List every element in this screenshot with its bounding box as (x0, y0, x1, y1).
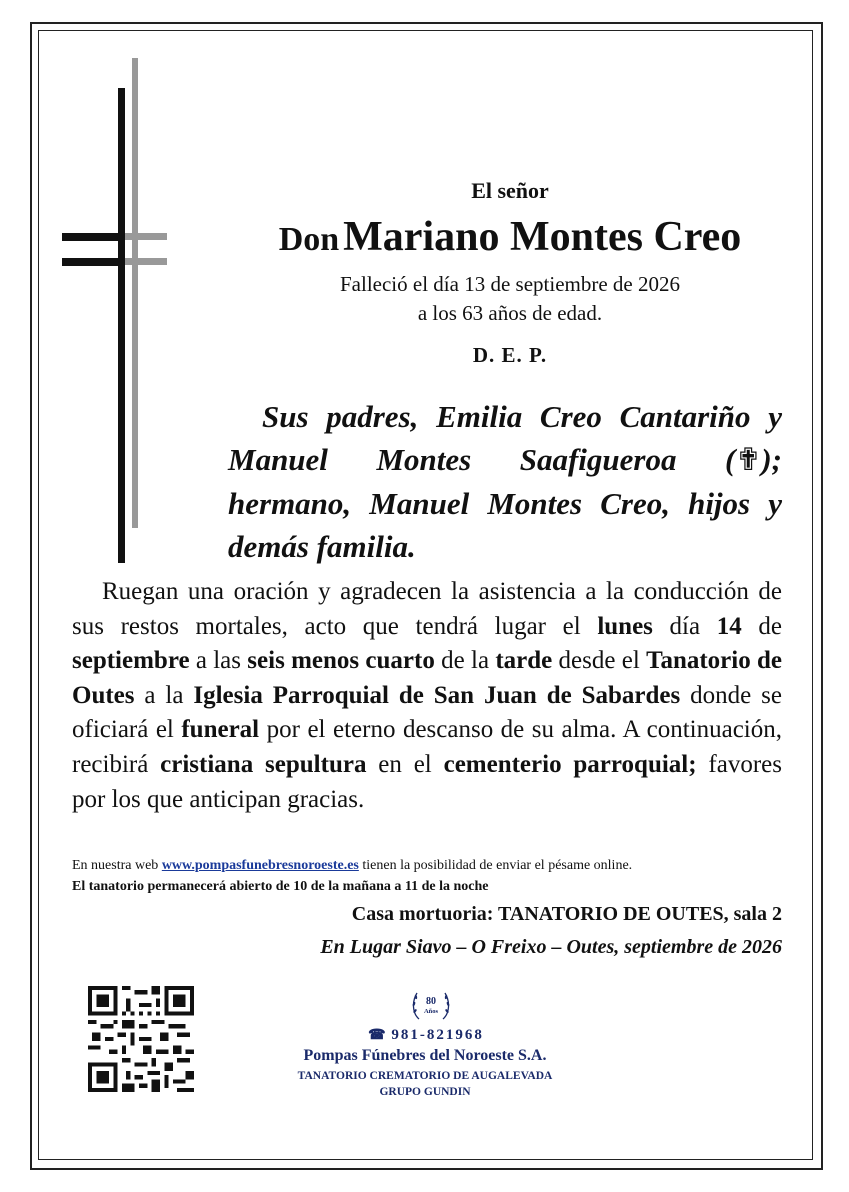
text-span: en el (366, 750, 444, 778)
text-span: a las (189, 647, 248, 675)
bold-span: cementerio parroquial; (443, 750, 697, 778)
intro-line: El señor (471, 178, 549, 203)
phone-number: 981-821968 (391, 1027, 484, 1043)
ceremony-paragraph (72, 575, 782, 817)
qr-code (88, 986, 194, 1092)
text-span: Ruegan una oración y agradecen la asistencia a la conducción de sus restos mortales, acto que tendrá lugar el (72, 578, 782, 640)
badge-number: 80 (426, 996, 436, 1007)
casa-mortuoria: Casa mortuoria: TANATORIO DE OUTES, sala 2 (351, 903, 782, 925)
bold-span: lunes (597, 612, 653, 640)
opening-hours: El tanatorio permanecerá abierto de 10 de la mañana a 11 de la noche (72, 879, 489, 894)
death-info (230, 270, 790, 328)
website-link[interactable]: www.pompasfunebresnoroeste.es (161, 858, 359, 873)
badge-word: Años (423, 1008, 439, 1015)
bold-span: Tanatorio de Outes (72, 647, 782, 709)
phone-line (286, 1027, 566, 1044)
text-span: desde el (552, 647, 647, 675)
text-span: de (741, 612, 782, 640)
text-span: a la (134, 681, 194, 709)
age-line: a los 63 años de edad. (417, 301, 603, 325)
web-suffix: tienen la posibilidad de enviar el pésame online. (358, 858, 633, 873)
web-prefix: En nuestra web (72, 858, 162, 873)
bold-span: cristiana sepultura (160, 750, 367, 778)
name-prefix: Don (278, 221, 340, 258)
family-text-2: ); hermano, Manuel Montes Creo, hijos y demás familia. (228, 442, 782, 564)
company-name: Pompas Fúnebres del Noroeste S.A. (303, 1047, 547, 1064)
death-date: Falleció el día 13 de septiembre de 2026 (340, 272, 680, 296)
bold-span: tarde (495, 647, 553, 675)
cross-icon (60, 58, 170, 563)
telephone-icon: ☎ (368, 1028, 386, 1043)
web-notice (72, 858, 632, 874)
text-span: donde se oficiará el (72, 681, 783, 744)
bold-span: Iglesia Parroquial de San Juan de Sabardes (193, 681, 681, 709)
text-span: por el eterno descanso de su alma. A continuación, recibirá (72, 716, 782, 778)
text-span: de la (434, 647, 496, 675)
dep-line: D. E. P. (472, 343, 548, 367)
bold-span: septiembre (72, 647, 190, 675)
anniversary-badge-icon (409, 985, 453, 1025)
bold-span: funeral (181, 716, 260, 744)
text-span: favores por los que anticipan gracias. (72, 750, 782, 813)
family-text-1: Sus padres, Emilia Creo Cantariño y Manuel Montes Saafigueroa ( (228, 399, 782, 477)
small-cross-icon: ✟ (735, 442, 762, 478)
deceased-name (230, 213, 790, 261)
grupo-line: GRUPO GUNDIN (379, 1086, 471, 1098)
name-full: Mariano Montes Creo (343, 214, 742, 260)
crematorio-line: TANATORIO CREMATORIO DE AUGALEVADA (297, 1070, 553, 1082)
bold-span: 14 (716, 612, 742, 640)
text-span: día (652, 612, 717, 640)
bold-span: seis menos cuarto (247, 647, 435, 675)
place-date: En Lugar Siavo – O Freixo – Outes, septiembre de 2026 (320, 936, 782, 958)
family-paragraph (228, 395, 782, 568)
